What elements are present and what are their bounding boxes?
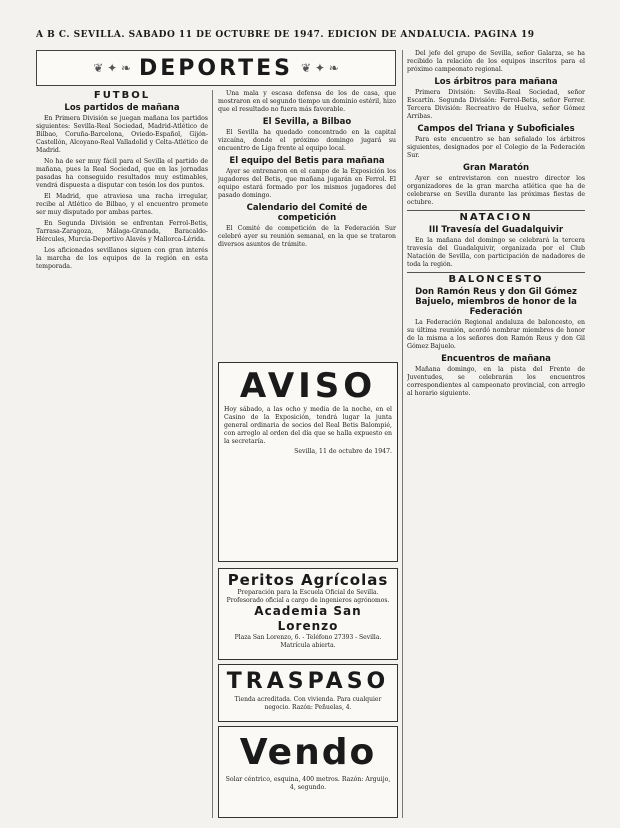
- traspaso-title: TRASPASO: [226, 669, 390, 694]
- article-paragraph: El Madrid, que atraviesa una racha irregular, recibe al Atlético de Bilbao, y el encuentro promete ser muy disputado por ambas partes.: [36, 193, 208, 216]
- article-heading: III Travesía del Guadalquivir: [428, 225, 564, 235]
- academia-text: Plaza San Lorenzo, 6. - Teléfono 27393 - Sevilla. Matrícula abierta.: [234, 634, 382, 649]
- column-1: [36, 90, 208, 818]
- article-paragraph: Ayer se entrenaron en el campo de la Exposición los jugadores del Betis, que mañana jugarán en Ferrol. El equipo estará formado por los mismos jugadores del pasado domingo.: [218, 168, 396, 199]
- article-paragraph: Para este encuentro se han señalado los árbitros siguientes, designados por el Colegio de la Federación Sur.: [407, 136, 585, 159]
- page-header: A B C. SEVILLA. SABADO 11 DE OCTUBRE DE 1947. EDICION DE ANDALUCIA. PAGINA 19: [36, 30, 535, 40]
- section-rule: [407, 272, 585, 273]
- left-ornament-icon: ❦ ✦ ❧: [93, 61, 132, 75]
- academia-title: Academia San Lorenzo: [254, 604, 362, 633]
- article-paragraph: El Sevilla ha quedado concentrado en la capital vizcaína, donde el próximo domingo jugará su encuentro de Liga frente al equipo local.: [218, 129, 396, 152]
- peritos-agricolas-ad: [218, 568, 398, 660]
- article-heading: El equipo del Betis para mañana: [229, 156, 385, 166]
- article-paragraph: Ayer se entrevistaron con nuestro director los organizadores de la gran marcha atlética que ha de celebrarse en Sevilla durante las próximas fiestas de octubre.: [407, 175, 585, 206]
- right-ornament-icon: ❦ ✦ ❧: [300, 61, 339, 75]
- article-paragraph: En la mañana del domingo se celebrará la tercera travesía del Guadalquivir, organizada por el Club Natación de Sevilla, con participación de nadadores de toda la región.: [407, 237, 585, 268]
- vendo-text: Solar céntrico, esquina, 400 metros. Razón: Arguijo, 4, segundo.: [225, 776, 391, 791]
- article-heading: Encuentros de mañana: [441, 354, 551, 364]
- article-heading: Campos del Triana y Suboficiales: [417, 124, 575, 134]
- traspaso-ad: [218, 664, 398, 722]
- banner-title: DEPORTES: [139, 55, 293, 81]
- article-paragraph: Los aficionados sevillanos siguen con gran interés la marcha de los equipos de la región en esta temporada.: [36, 247, 208, 270]
- aviso-signature: Sevilla, 11 de octubre de 1947.: [294, 448, 392, 455]
- natacion-section-title: NATACION: [459, 212, 533, 223]
- article-paragraph: La Federación Regional andaluza de baloncesto, en su última reunión, acordó nombrar miembros de honor de la misma a los señores don Ramón Reus y don Gil Gómez Bajuelo.: [407, 319, 585, 350]
- baloncesto-section-title: BALONCESTO: [448, 274, 544, 285]
- article-heading: Los árbitros para mañana: [434, 77, 558, 87]
- article-paragraph: Una mala y escasa defensa de los de casa, que mostraron en el segundo tiempo un dominio estéril, hizo que el resultado no fuera más favorable.: [218, 90, 396, 113]
- column-divider: [402, 50, 403, 818]
- deportes-banner: [36, 50, 396, 86]
- article-paragraph: El Comité de competición de la Federación Sur celebró ayer su reunión semanal, en la que se trataron diversos asuntos de trámite.: [218, 225, 396, 248]
- aviso-text: Hoy sábado, a las ocho y media de la noche, en el Casino de la Exposición, tendrá lugar la junta general ordinaria de socios del Real Betis Balompié, con arreglo al orden del día que se halla expuesto en la secretaría.: [224, 406, 392, 445]
- article-heading: El Sevilla, a Bilbao: [262, 117, 352, 127]
- aviso-title: AVISO: [239, 366, 377, 406]
- article-heading: Calendario del Comité de competición: [246, 203, 368, 223]
- article-paragraph: En Primera División se juegan mañana los partidos siguientes: Sevilla-Real Sociedad, Madrid-Atlético de Bilbao, Coruña-Barcelona, Oviedo-Español, Gijón-Castellón, Alcoyano-Real Valladolid y Celta-Atlético de Madrid.: [36, 115, 208, 154]
- column-divider: [212, 90, 213, 818]
- article-paragraph: No ha de ser muy fácil para el Sevilla el partido de mañana, pues la Real Sociedad, que en las jornadas pasadas ha conseguido resultados muy estimables, vendrá dispuesta a disputar con tesón los dos puntos.: [36, 158, 208, 189]
- article-paragraph: En Segunda División se enfrentan Ferrol-Betis, Tarrasa-Zaragoza, Málaga-Granada, Baracaldo-Hércules, Murcia-Deportivo Alavés y Mallorca-Lérida.: [36, 220, 208, 243]
- column-3: [407, 50, 585, 818]
- peritos-text: Preparación para la Escuela Oficial de Sevilla. Profesorado oficial a cargo de ingenieros agrónomos.: [226, 589, 390, 604]
- traspaso-text: Tienda acreditada. Con vivienda. Para cualquier negocio. Razón: Peñuelas, 4.: [234, 696, 382, 711]
- article-heading: Don Ramón Reus y don Gil Gómez Bajuelo, miembros de honor de la Federación: [415, 287, 577, 317]
- peritos-title: Peritos Agrícolas: [227, 571, 389, 589]
- article-paragraph: Del jefe del grupo de Sevilla, señor Galarza, se ha recibido la relación de los equipos inscritos para el próximo campeonato regional.: [407, 50, 585, 73]
- futbol-section-title: FUTBOL: [93, 90, 151, 101]
- section-rule: [407, 210, 585, 211]
- article-paragraph: Primera División: Sevilla-Real Sociedad, señor Escartín. Segunda División: Ferrol-Betis, señor Ferrer. Tercera División: Recreativo de Huelva, señor Gómez Arribas.: [407, 89, 585, 120]
- vendo-title: Vendo: [239, 732, 377, 773]
- article-heading: Los partidos de mañana: [64, 103, 180, 113]
- vendo-ad: [218, 726, 398, 818]
- aviso-ad: [218, 362, 398, 562]
- article-paragraph: Mañana domingo, en la pista del Frente de Juventudes, se celebrarán los encuentros correspondientes al campeonato provincial, con arreglo al horario siguiente.: [407, 366, 585, 397]
- article-heading: Gran Maratón: [463, 163, 529, 173]
